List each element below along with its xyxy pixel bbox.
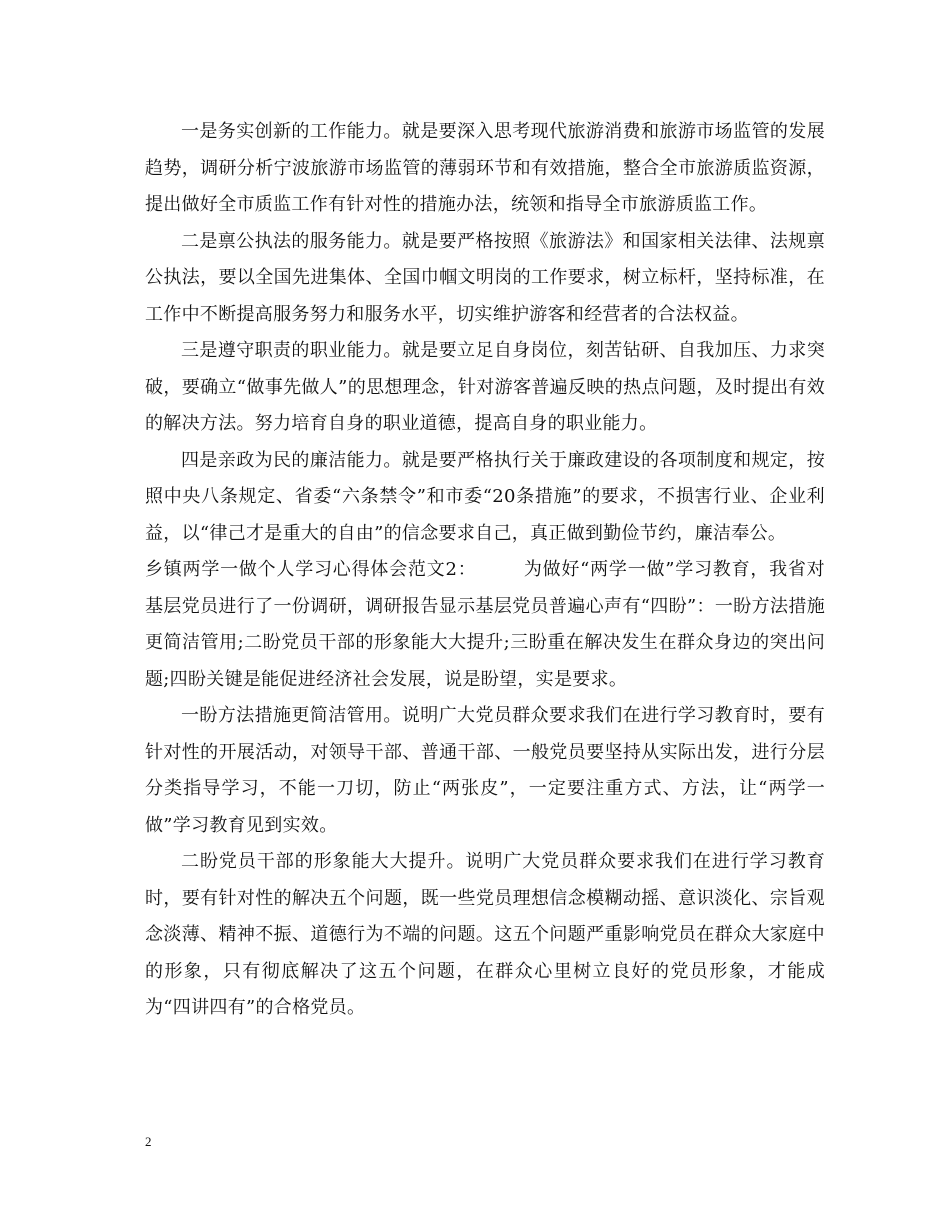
page-number: 2 [145, 1134, 152, 1149]
paragraph-5: 乡镇两学一做个人学习心得体会范文2： 为做好“两学一做”学习教育，我省对基层党员进行了一份调研，调研报告显示基层党员普遍心声有“四盼”：一盼方法措施更简洁管用;二盼党员干部的形象能大大提升;三盼重在解决发生在群众身边的突出问题;四盼关键是能促进经济社会发展，说是盼望，实是要求。 [145, 559, 825, 690]
paragraph-6: 一盼方法措施更简洁管用。说明广大党员群众要求我们在进行学习教育时，要有针对性的开展活动，对领导干部、普通干部、一般党员要坚持从实际出发，进行分层分类指导学习，不能一刀切，防止“两张皮”，一定要注重方式、方法，让“两学一做”学习教育见到实效。 [145, 705, 825, 836]
paragraph-3: 三是遵守职责的职业能力。就是要立足自身岗位，刻苦钻研、自我加压、力求突破，要确立“做事先做人”的思想理念，针对游客普遍反映的热点问题，及时提出有效的解决方法。努力培育自身的职业道德，提高自身的职业能力。 [145, 340, 825, 434]
paragraph-1: 一是务实创新的工作能力。就是要深入思考现代旅游消费和旅游市场监管的发展趋势，调研分析宁波旅游市场监管的薄弱环节和有效措施，整合全市旅游质监资源，提出做好全市质监工作有针对性的措施办法，统领和指导全市旅游质监工作。 [145, 121, 825, 215]
paragraph-2: 二是禀公执法的服务能力。就是要严格按照《旅游法》和国家相关法律、法规禀公执法，要以全国先进集体、全国巾帼文明岗的工作要求，树立标杆，坚持标准，在工作中不断提高服务努力和服务水平，切实维护游客和经营者的合法权益。 [145, 230, 825, 325]
paragraph-7: 二盼党员干部的形象能大大提升。说明广大党员群众要求我们在进行学习教育时，要有针对性的解决五个问题，既一些党员理想信念模糊动摇、意识淡化、宗旨观念淡薄、精神不振、道德行为不端的问题。这五个问题严重影响党员在群众大家庭中的形象，只有彻底解决了这五个问题，在群众心里树立良好的党员形象，才能成为“四讲四有”的合格党员。 [145, 851, 825, 1018]
paragraph-4: 四是亲政为民的廉洁能力。就是要严格执行关于廉政建设的各项制度和规定，按照中央八条规定、省委“六条禁令”和市委“20条措施”的要求，不损害行业、企业利益，以“律己才是重大的自由”的信念要求自己，真正做到勤俭节约，廉洁奉公。 [145, 449, 825, 544]
document-body [145, 114, 825, 1027]
